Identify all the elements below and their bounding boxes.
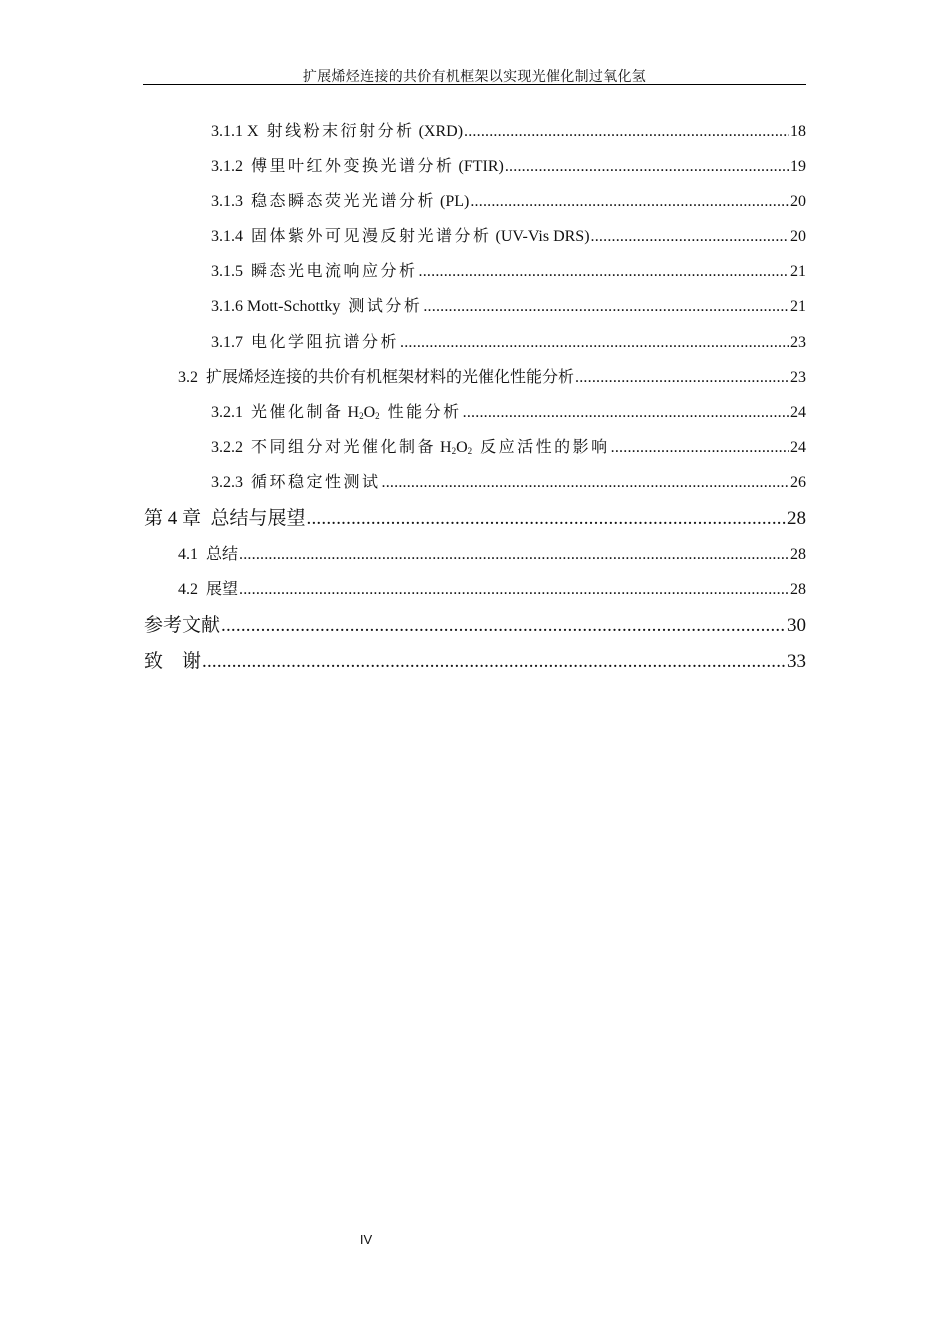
dot-leader: [463, 404, 789, 422]
entry-number: 3.1.3: [211, 193, 243, 210]
formula-h2o2: $H_2O_2$: [347, 404, 380, 421]
dot-leader: [239, 581, 789, 599]
dot-leader: [221, 615, 786, 637]
dot-leader: [505, 158, 789, 176]
toc-entry-3-2-3[interactable]: [211, 469, 806, 492]
entry-number: 第 4 章: [144, 508, 202, 529]
page-number: 23: [790, 369, 806, 386]
toc-entry-3-1-7[interactable]: [211, 329, 806, 352]
entry-number: 3.2.1: [211, 404, 243, 421]
toc-entry-3-1-3[interactable]: [211, 188, 806, 211]
toc-entry-3-1-2[interactable]: [211, 153, 806, 176]
entry-suffix: (FTIR): [458, 158, 504, 175]
page-number: 20: [790, 193, 806, 210]
entry-title: 傅里叶红外变换光谱分析: [251, 158, 455, 175]
entry-title: 稳态瞬态荧光光谱分析: [251, 193, 437, 210]
entry-title: 展望: [206, 581, 239, 598]
page-number: 21: [790, 263, 806, 280]
entry-title: 射线粉末衍射分析: [266, 123, 415, 140]
page-number: 28: [790, 546, 806, 563]
toc-entry-references[interactable]: [144, 610, 806, 637]
entry-title: 致 谢: [144, 651, 202, 672]
entry-number: 3.1.5: [211, 263, 243, 280]
dot-leader: [575, 369, 789, 387]
dot-leader: [591, 228, 789, 246]
toc-entry-chapter-4[interactable]: [144, 503, 806, 530]
dot-leader: [307, 508, 786, 530]
toc-entry-3-2-2[interactable]: [211, 434, 806, 457]
entry-number: 3.1.2: [211, 158, 243, 175]
entry-title: 总结与展望: [210, 508, 306, 529]
toc-entry-3-1-5[interactable]: [211, 258, 806, 281]
toc-entry-3-2-1[interactable]: [211, 399, 806, 422]
toc-entry-acknowledgements[interactable]: [144, 646, 806, 673]
page-number: 26: [790, 474, 806, 491]
page-number: 24: [790, 439, 806, 456]
entry-title: 总结: [206, 546, 239, 563]
header-rule: [143, 84, 806, 85]
entry-number: 3.2.3: [211, 474, 243, 491]
toc-entry-4-1[interactable]: [178, 541, 806, 564]
entry-title: 电化学阻抗谱分析: [251, 334, 400, 351]
entry-title: 参考文献: [144, 615, 221, 636]
page-number: 18: [790, 123, 806, 140]
entry-title: 瞬态光电流响应分析: [251, 263, 418, 280]
entry-suffix: (UV-Vis DRS): [495, 228, 590, 245]
entry-title: 光催化制备: [251, 404, 344, 421]
page-number: 23: [790, 334, 806, 351]
entry-number: 3.1.6 Mott-Schottky: [211, 298, 341, 315]
toc-entry-3-1-4[interactable]: [211, 223, 806, 246]
entry-number: 3.2: [178, 369, 198, 386]
page-number: 28: [790, 581, 806, 598]
footer-page-number: IV: [359, 1232, 373, 1247]
toc-entry-4-2[interactable]: [178, 576, 806, 599]
page-number: 28: [787, 508, 806, 529]
entry-number: 3.1.4: [211, 228, 243, 245]
entry-title-tail: 性能分析: [387, 404, 462, 421]
page-number: 24: [790, 404, 806, 421]
entry-number: 3.1.1 X: [211, 123, 259, 140]
entry-title-tail: 反应活性的影响: [480, 439, 610, 456]
entry-suffix: (PL): [440, 193, 470, 210]
toc-entry-3-1-1[interactable]: [211, 118, 806, 141]
entry-number: 3.2.2: [211, 439, 243, 456]
entry-suffix: (XRD): [418, 123, 464, 140]
entry-number: 4.2: [178, 581, 198, 598]
page-number: 19: [790, 158, 806, 175]
dot-leader: [423, 298, 789, 316]
dot-leader: [611, 439, 789, 457]
entry-title: 不同组分对光催化制备: [251, 439, 437, 456]
dot-leader: [382, 474, 789, 492]
entry-title: 固体紫外可见漫反射光谱分析: [251, 228, 492, 245]
dot-leader: [464, 123, 789, 141]
entry-title: 循环稳定性测试: [251, 474, 381, 491]
dot-leader: [419, 263, 789, 281]
toc-entry-3-1-6[interactable]: [211, 293, 806, 316]
entry-number: 3.1.7: [211, 334, 243, 351]
entry-title: 扩展烯烃连接的共价有机框架材料的光催化性能分析: [206, 369, 575, 386]
page-number: 30: [787, 615, 806, 636]
toc-entry-3-2[interactable]: [178, 364, 806, 387]
dot-leader: [239, 546, 789, 564]
dot-leader: [470, 193, 789, 211]
formula-h2o2: $H_2O_2$: [440, 439, 473, 456]
entry-number: 4.1: [178, 546, 198, 563]
page-number: 21: [790, 298, 806, 315]
dot-leader: [400, 334, 789, 352]
entry-title: 测试分析: [348, 298, 423, 315]
page-number: 20: [790, 228, 806, 245]
page-number: 33: [787, 651, 806, 672]
running-header: 扩展烯烃连接的共价有机框架以实现光催化制过氧化氢: [302, 70, 647, 85]
dot-leader: [202, 651, 786, 673]
